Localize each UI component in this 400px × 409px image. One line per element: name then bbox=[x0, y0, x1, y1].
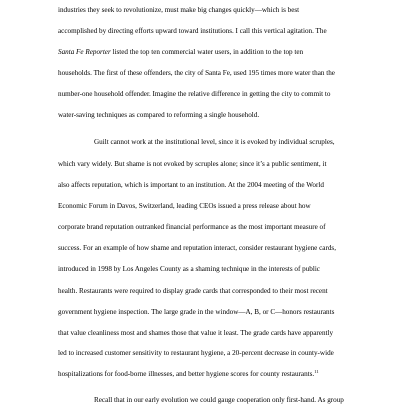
text-line-10: Economic Forum in Davos, Switzerland, leading CEOs issued a press release about how bbox=[58, 202, 311, 210]
text-line-5: number-one household offender. Imagine the relative difference in getting the city to commit to bbox=[58, 90, 331, 98]
text-line-8: which vary widely. But shame is not evoked by scruples alone; since it’s a public sentiment, it bbox=[58, 160, 327, 168]
text-line-2: accomplished by directing efforts upward toward institutions. I call this vertical agitation. The bbox=[58, 27, 327, 35]
text-line-9: also affects reputation, which is important to an institution. At the 2004 meeting of the World bbox=[58, 181, 324, 189]
italic-publication-name: Santa Fe Reporter bbox=[58, 48, 111, 56]
text-line-11: corporate brand reputation outranked financial performance as the most important measure of bbox=[58, 223, 326, 231]
text-line-17: led to increased customer sensitivity to restaurant hygiene, a 20-percent decrease in county-wide bbox=[58, 349, 334, 357]
text-line-3 bbox=[58, 44, 303, 61]
footnote-reference: 11 bbox=[314, 369, 319, 374]
text-line-3-rest: listed the top ten commercial water users, in addition to the top ten bbox=[110, 48, 304, 56]
text-line-4: households. The first of these offenders, the city of Santa Fe, used 195 times more water than the bbox=[58, 69, 335, 77]
text-line-14: health. Restaurants were required to display grade cards that corresponded to their most recent bbox=[58, 287, 328, 295]
text-line-6: water-saving techniques as compared to reforming a single household. bbox=[58, 111, 260, 119]
text-line-13: introduced in 1998 by Los Angeles County as a shaming technique in the interests of public bbox=[58, 265, 320, 273]
text-line-1: industries they seek to revolutionize, must make big changes quickly—which is best bbox=[58, 6, 300, 14]
text-line-15: government hygiene inspection. The large grade in the window—A, B, or C—honors restaurants bbox=[58, 308, 335, 316]
text-line-19: Recall that in our early evolution we could gauge cooperation only first-hand. As group bbox=[94, 396, 344, 404]
text-line-16: that value cleanliness most and shames those that value it least. The grade cards have apparently bbox=[58, 329, 334, 337]
text-line-7: Guilt cannot work at the institutional level, since it is evoked by individual scruples, bbox=[94, 138, 335, 146]
text-line-18-text: hospitalizations for food-borne illnesses, and better hygiene scores for county restaurants. bbox=[58, 370, 315, 378]
text-line-12: success. For an example of how shame and reputation interact, consider restaurant hygiene cards, bbox=[58, 244, 336, 252]
text-line-18 bbox=[58, 366, 319, 383]
